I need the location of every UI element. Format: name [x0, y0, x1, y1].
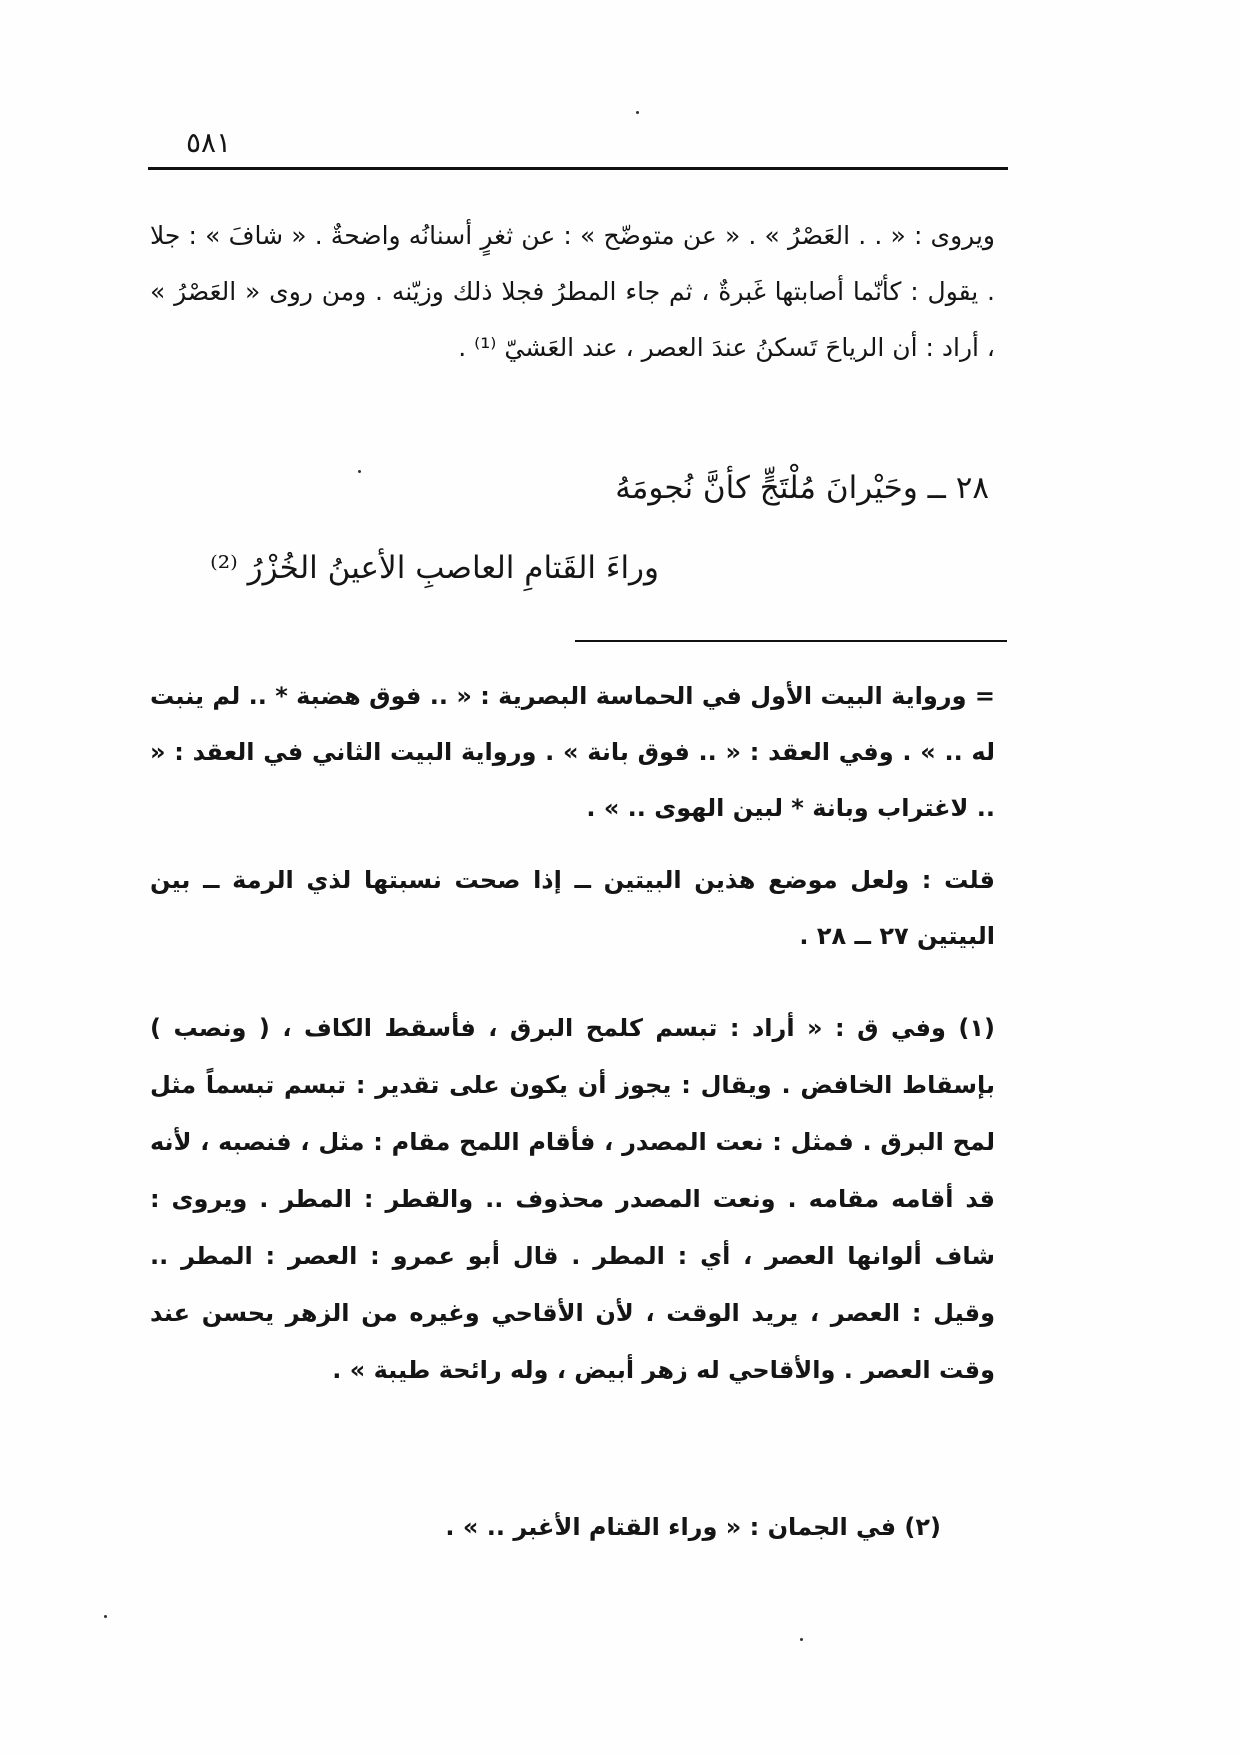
- verse-first-hemistich: ٢٨ ــ وحَيْرانَ مُلْتَجٍّ كأنَّ نُجومَهُ: [615, 470, 989, 506]
- scan-speck: [104, 1615, 107, 1618]
- commentary-paragraph: ويروى : « . . العَصْرُ » . « عن متوضّح » : عن ثغرٍ أسنانُه واضحةٌ . « شافَ » : جلا . يقول : كأنّما أصابتها غَبرةٌ ، ثم جاء المطرُ فجلا ذلك وزيّنه . ومن روى « العَصْرُ » ، أراد : أن الرياحَ تَسكنُ عندَ العصر ، عند العَشيّ ⁽¹⁾ .: [150, 221, 995, 362]
- commentary-block: [150, 208, 995, 376]
- footnote-rule: [575, 640, 1007, 642]
- scan-speck: [636, 111, 639, 114]
- scan-speck: [800, 1638, 803, 1641]
- footnote-2: (٢) في الجمان : « وراء القتام الأغبر .. » .: [445, 1513, 941, 1541]
- header-rule: [148, 167, 1008, 170]
- footnote-1-block: [150, 1000, 995, 1399]
- scan-speck: [358, 470, 361, 473]
- footnote-continuation-block: [150, 668, 995, 964]
- page-number: ٥٨١: [186, 126, 232, 159]
- editor-note-paragraph: قلت : ولعل موضع هذين البيتين ــ إذا صحت نسبتها لذي الرمة ــ بين البيتين ٢٧ ــ ٢٨ .: [150, 866, 995, 950]
- footnote-continuation-paragraph: = ورواية البيت الأول في الحماسة البصرية : « .. فوق هضبة * .. لم ينبت له .. » . وفي العقد : « .. فوق بانة » . ورواية البيت الثاني في العقد : « .. لاغتراب وبانة * لبين الهوى .. » .: [150, 682, 995, 822]
- verse-second-hemistich: وراءَ القَتامِ العاصبِ الأعينُ الخُزْرُ ⁽²⁾: [210, 550, 659, 586]
- footnote-1: (١) وفي ق : « أراد : تبسم كلمح البرق ، فأسقط الكاف ، ( ونصب ) بإسقاط الخافض . ويقال : يجوز أن يكون على تقدير : تبسم تبسماً مثل لمح البرق . فمثل : نعت المصدر ، فأقام اللمح مقام : مثل ، فنصبه ، لأنه قد أقامه مقامه . ونعت المصدر محذوف .. والقطر : المطر . ويروى : شاف ألوانها العصر ، أي : المطر . قال أبو عمرو : العصر : المطر .. وقيل : العصر ، يريد الوقت ، لأن الأقاحي وغيره من الزهر يحسن عند وقت العصر . والأقاحي له زهر أبيض ، وله رائحة طيبة » .: [150, 1014, 995, 1384]
